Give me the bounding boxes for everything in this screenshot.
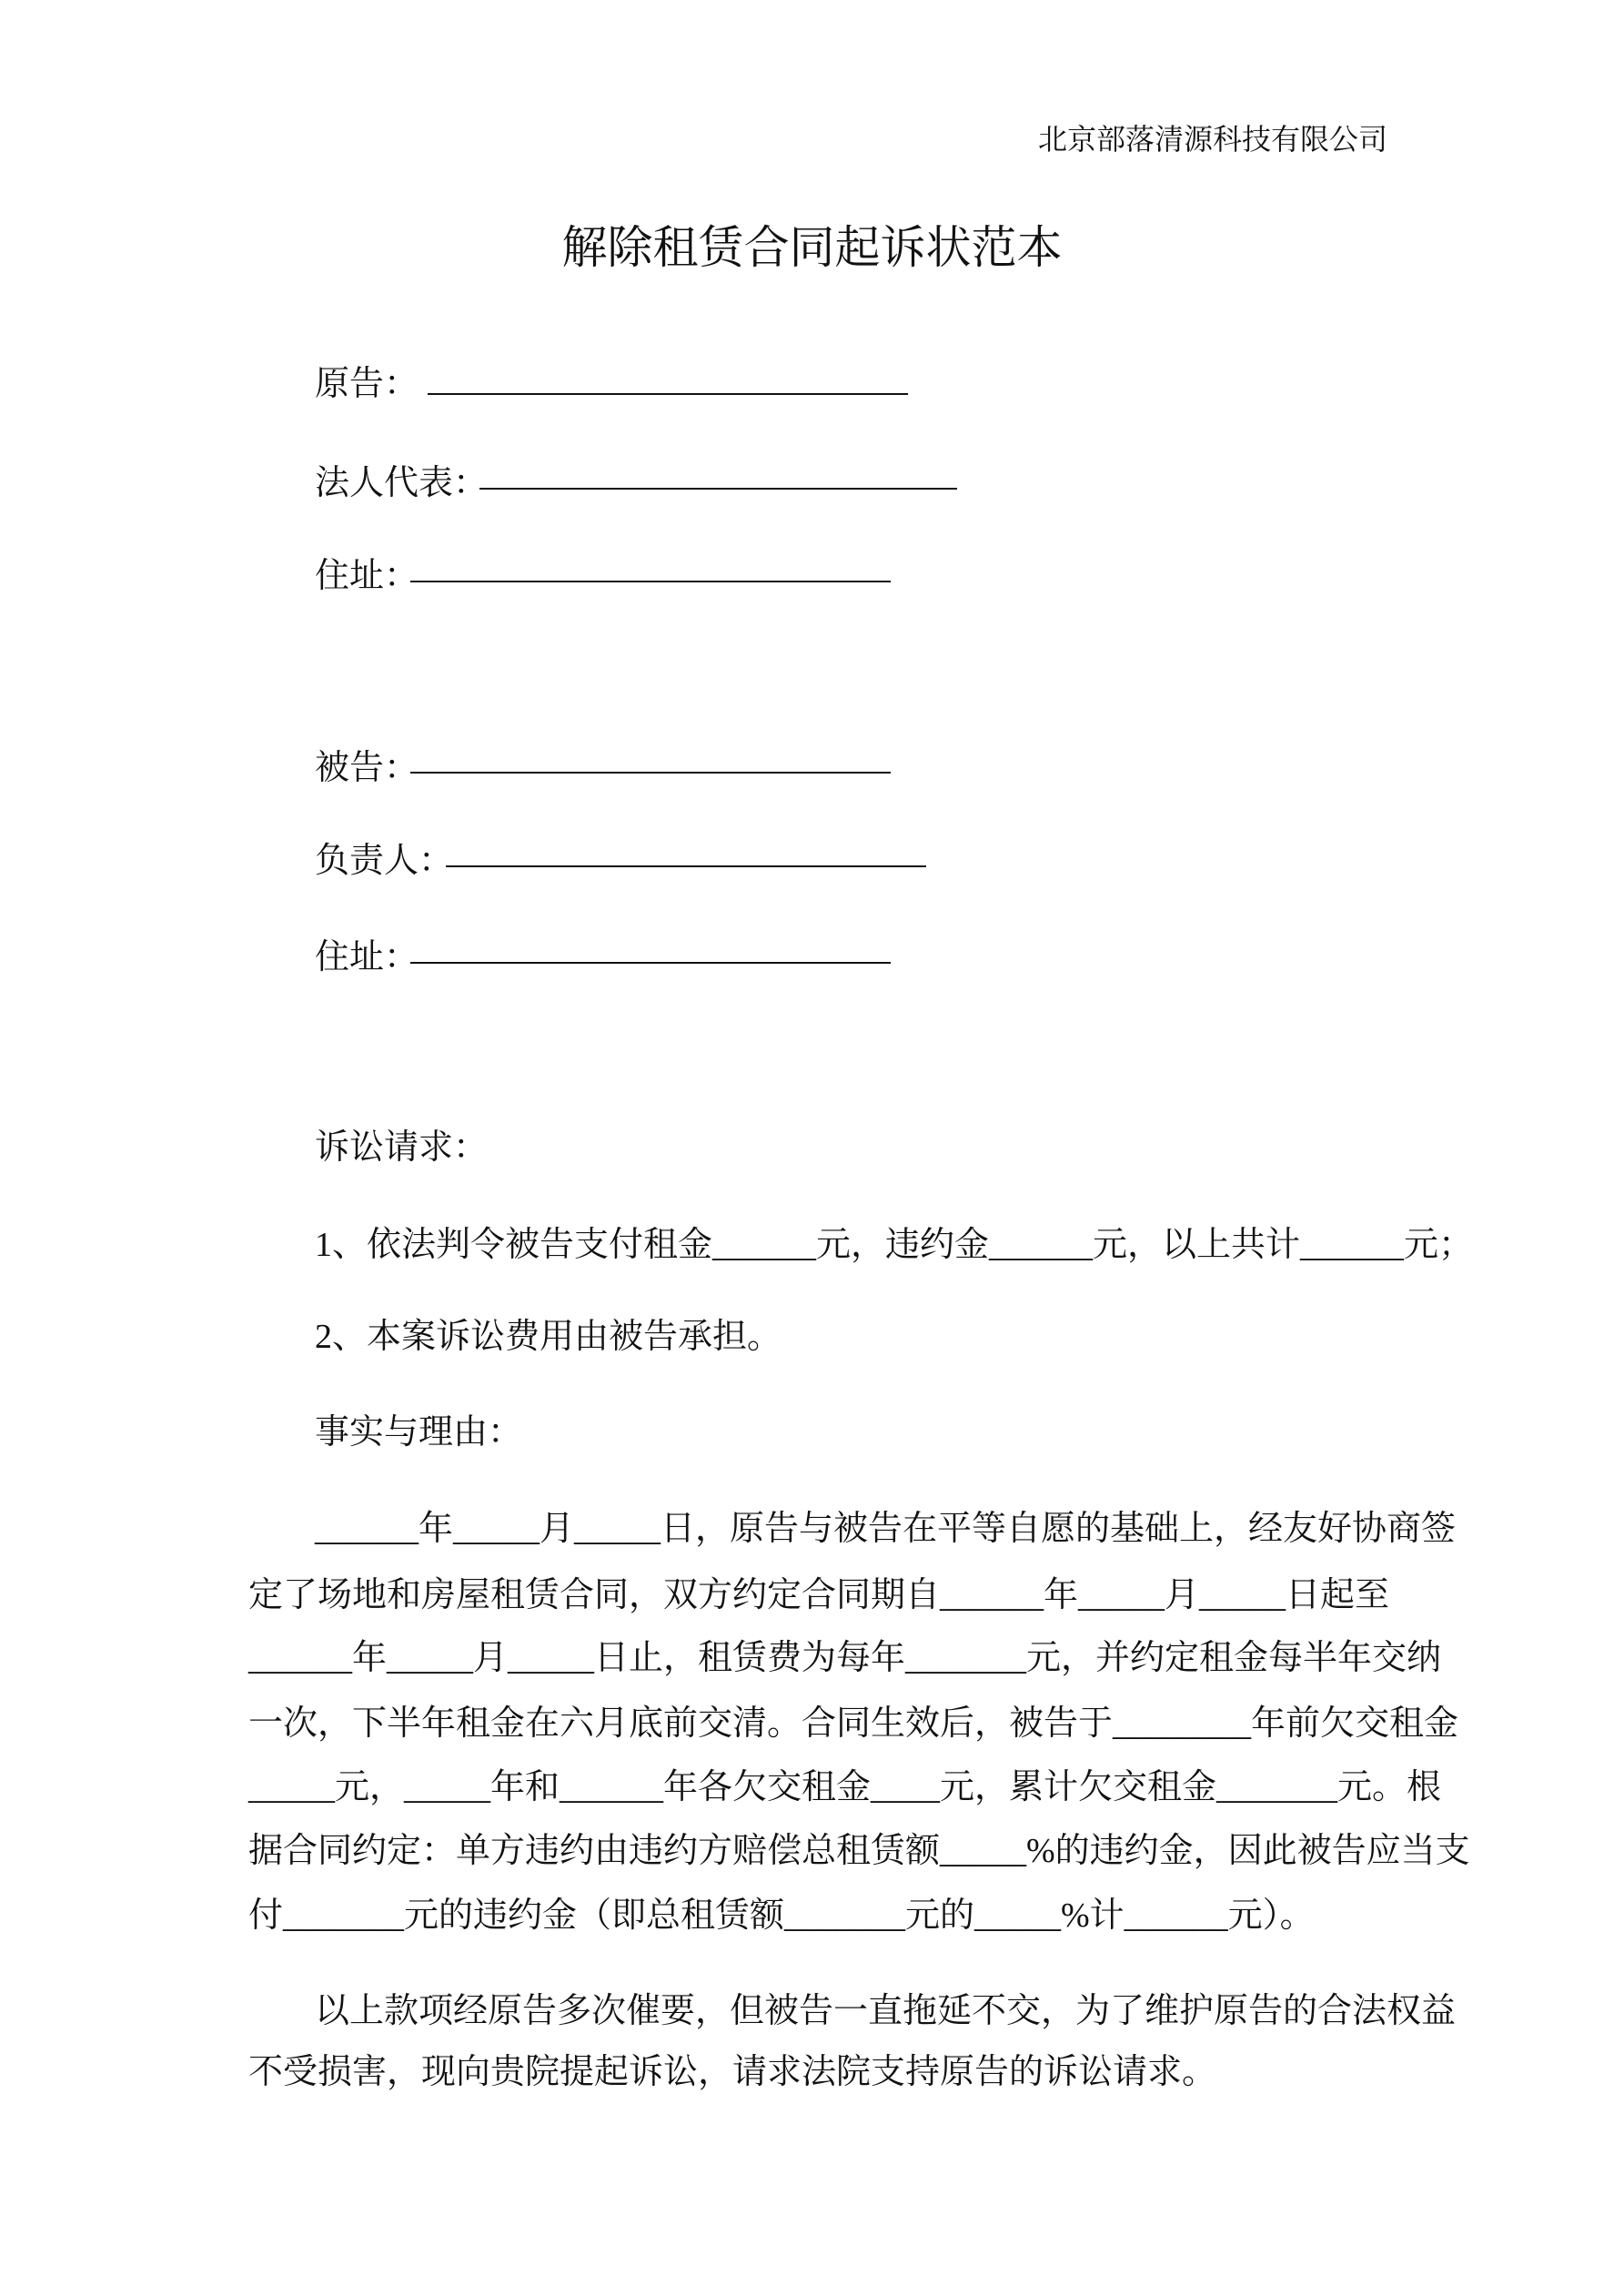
defendant-rep-blank-line [446,865,926,867]
plaintiff-rep-blank-line [479,488,957,490]
defendant-address-blank-line [410,962,891,964]
paragraph-line: 不受损害，现向贵院提起诉讼，请求法院支持原告的诉讼请求。 [248,2053,1217,2091]
claim-item: 2、本案诉讼费用由被告承担。 [315,1318,782,1356]
defendant-blank-line [410,772,891,774]
facts-heading: 事实与理由： [315,1413,523,1451]
claims-heading: 诉讼请求： [315,1128,489,1167]
document-title: 解除租赁合同起诉状范本 [561,222,1063,273]
company-header: 北京部落清源科技有限公司 [1037,123,1387,156]
paragraph-line: 据合同约定：单方违约由违约方赔偿总租赁额_____%的违约金，因此被告应当支 [248,1832,1470,1870]
paragraph-line: 付_______元的违约金（即总租赁额_______元的_____%计______元）。 [248,1896,1315,1935]
defendant-rep-label: 负责人： [315,842,454,880]
paragraph-line: _____元，_____年和______年各欠交租金____元，累计欠交租金_______元。根 [248,1768,1442,1806]
plaintiff-address-label: 住址： [315,557,419,595]
defendant-address-label: 住址： [315,938,419,976]
plaintiff-blank-line [428,393,908,395]
claim-item: 1、依法判令被告支付租金______元，违约金______元，以上共计______元； [315,1226,1474,1264]
plaintiff-address-blank-line [410,581,891,582]
paragraph-line: 一次，下半年租金在六月底前交清。合同生效后，被告于________年前欠交租金 [248,1704,1459,1743]
defendant-label: 被告： [315,749,419,787]
plaintiff-rep-label: 法人代表： [315,464,489,502]
paragraph-line: 以上款项经原告多次催要，但被告一直拖延不交，为了维护原告的合法权益 [315,1992,1457,2030]
paragraph-line: ______年_____月_____日止，租赁费为每年_______元，并约定租金每半年交纳 [248,1639,1442,1677]
paragraph-line: ______年_____月_____日，原告与被告在平等自愿的基础上，经友好协商签 [315,1510,1457,1548]
plaintiff-label: 原告： [315,365,419,403]
paragraph-line: 定了场地和房屋租赁合同，双方约定合同期自______年_____月_____日起至 [248,1576,1390,1614]
